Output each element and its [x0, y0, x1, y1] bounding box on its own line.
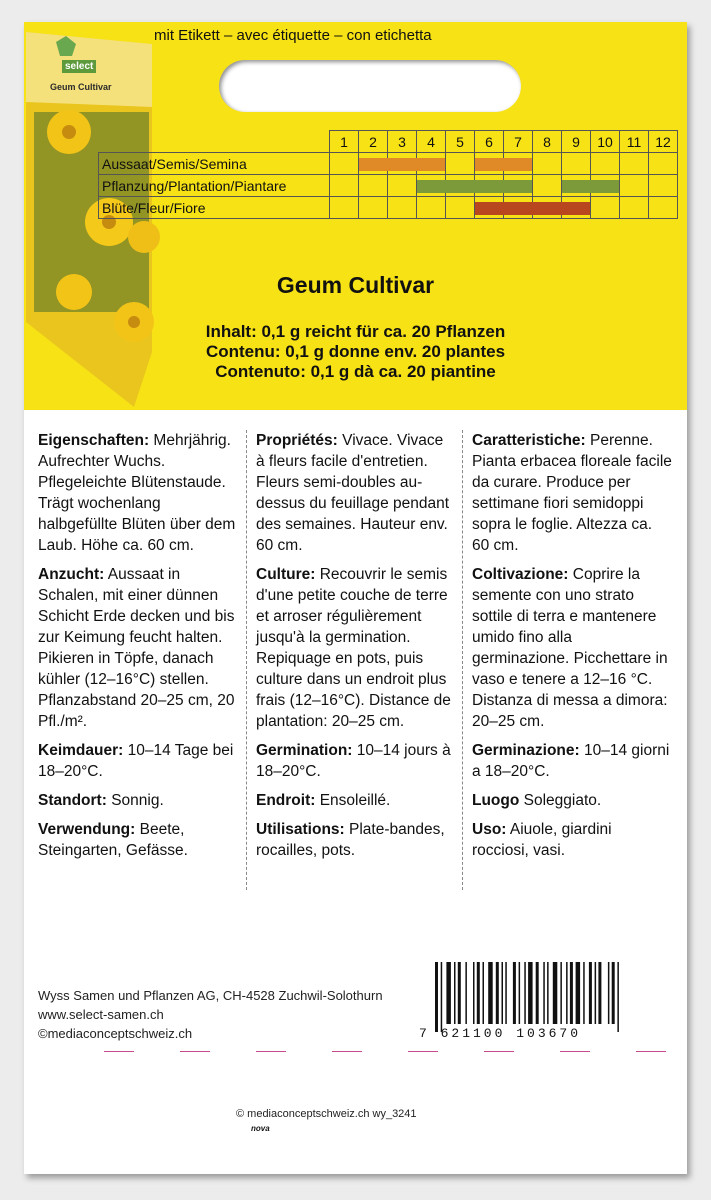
barcode-bar — [617, 962, 619, 1032]
company-address: Wyss Samen und Pflanzen AG, CH-4528 Zuchwil-Solothurn — [38, 988, 383, 1003]
month-header: 11 — [620, 131, 649, 153]
hang-hole — [219, 60, 521, 112]
calendar-cell — [330, 197, 359, 219]
design-credit: ©mediaconceptschweiz.ch — [38, 1026, 193, 1041]
barcode-bar — [612, 962, 615, 1024]
barcode-bar — [477, 962, 480, 1024]
barcode-bar — [524, 962, 526, 1024]
info-paragraph — [472, 740, 672, 782]
product-title: Geum Cultivar — [276, 272, 435, 298]
info-heading: Eigenschaften: — [38, 432, 150, 449]
barcode-bar — [458, 962, 461, 1024]
barcode-bar — [465, 962, 467, 1024]
info-heading: Germination: — [256, 742, 353, 759]
info-heading: Germinazione: — [472, 742, 580, 759]
barcode-bar — [496, 962, 499, 1024]
perforation-dash — [560, 1051, 590, 1052]
info-heading: Caratteristiche: — [472, 432, 586, 449]
month-header: 3 — [388, 131, 417, 153]
column-german — [38, 430, 238, 869]
info-text: Sonnig. — [106, 792, 164, 809]
calendar-cell — [620, 175, 649, 197]
contents-fr: Contenu: 0,1 g donne env. 20 plantes — [205, 342, 506, 361]
calendar-cell — [446, 175, 475, 197]
contents-info — [24, 322, 687, 382]
calendar-cell — [388, 197, 417, 219]
info-heading: Standort: — [38, 792, 107, 809]
seed-packet-back — [24, 22, 687, 1174]
info-paragraph — [256, 740, 456, 782]
sowing-calendar — [98, 130, 678, 219]
month-header: 5 — [446, 131, 475, 153]
info-paragraph — [38, 790, 238, 811]
barcode-bar — [536, 962, 539, 1024]
info-text: Ensoleillé. — [315, 792, 391, 809]
calendar-cell — [533, 153, 562, 175]
print-credit: © mediaconceptschweiz.ch wy_3241 — [236, 1108, 417, 1120]
column-divider — [462, 430, 463, 890]
info-paragraph — [38, 740, 238, 782]
month-header: 7 — [504, 131, 533, 153]
perforation-dash — [256, 1051, 286, 1052]
barcode-bar — [566, 962, 568, 1024]
info-text: 10–14 Tage bei 18–20°C. — [38, 742, 234, 780]
calendar-cell — [446, 153, 475, 175]
calendar-period-bar — [532, 202, 562, 215]
barcode — [431, 962, 676, 1032]
calendar-cell — [649, 197, 678, 219]
barcode-bar — [435, 962, 438, 1032]
month-header: 1 — [330, 131, 359, 153]
barcode-bar — [483, 962, 485, 1024]
perforation-dash — [104, 1051, 134, 1052]
calendar-period-bar — [475, 158, 504, 171]
calendar-period-bar — [561, 202, 590, 215]
info-text: Recouvrir le semis d'une petite couche de terre et arroser régulièrement jusqu'à la germination. Repiquage en pots, puis culture dans un endroit plus frais (12–16°C). Distance de plantation: 20–25 cm. — [256, 566, 451, 730]
perforation-dash — [484, 1051, 514, 1052]
calendar-row — [99, 153, 678, 175]
calendar-row — [99, 197, 678, 219]
info-text: Soleggiato. — [519, 792, 602, 809]
info-text: Mehrjährig. Aufrechter Wuchs. Pflegeleichte Blütenstaude. Trägt wochenlang halbgefüllte Blüten über dem Laub. Höhe ca. 60 cm. — [38, 432, 236, 554]
calendar-cell — [504, 153, 533, 175]
barcode-bar — [598, 962, 601, 1024]
calendar-period-bar — [474, 180, 504, 193]
calendar-cell — [475, 197, 504, 219]
info-heading: Culture: — [256, 566, 316, 583]
info-paragraph — [256, 790, 456, 811]
calendar-cell — [562, 153, 591, 175]
month-header: 6 — [475, 131, 504, 153]
contents-de: Inhalt: 0,1 g reicht für ca. 20 Pflanzen — [205, 322, 506, 341]
calendar-cell — [504, 175, 533, 197]
info-heading: Verwendung: — [38, 821, 136, 838]
column-divider — [246, 430, 247, 890]
barcode-bar — [454, 962, 456, 1024]
barcode-bar — [570, 962, 573, 1024]
info-paragraph — [38, 430, 238, 556]
calendar-period-bar — [445, 180, 475, 193]
calendar-cell — [475, 175, 504, 197]
calendar-cell — [359, 197, 388, 219]
info-heading: Uso: — [472, 821, 507, 838]
info-heading: Keimdauer: — [38, 742, 124, 759]
info-text: Beete, Steingarten, Gefässe. — [38, 821, 188, 859]
barcode-bar — [553, 962, 558, 1024]
calendar-cell — [475, 153, 504, 175]
barcode-digits: 7 621100 103670 — [419, 1026, 582, 1041]
info-heading: Luogo — [472, 792, 520, 809]
info-text: Perenne. Pianta erbacea floreale facile da curare. Produce per settimane fiori semidoppi sopra le foglie. Altezza ca. 60 cm. — [472, 432, 672, 554]
calendar-cell — [359, 175, 388, 197]
info-paragraph — [472, 819, 672, 861]
info-paragraph — [472, 790, 672, 811]
company-website: www.select-samen.ch — [38, 1007, 164, 1022]
calendar-cell — [388, 153, 417, 175]
calendar-cell — [330, 175, 359, 197]
month-header: 2 — [359, 131, 388, 153]
contents-it: Contenuto: 0,1 g dà ca. 20 piantine — [215, 362, 496, 381]
info-heading: Anzucht: — [38, 566, 105, 583]
company-footer — [38, 986, 383, 1043]
barcode-bar — [589, 962, 592, 1024]
calendar-period-bar — [475, 202, 504, 215]
barcode-bar — [560, 962, 562, 1024]
info-paragraph — [38, 819, 238, 861]
info-heading: Coltivazione: — [472, 566, 569, 583]
calendar-corner — [99, 131, 330, 153]
calendar-cell — [649, 175, 678, 197]
info-paragraph — [256, 430, 456, 556]
calendar-cell — [591, 175, 620, 197]
info-text: 10–14 giorni a 18–20°C. — [472, 742, 670, 780]
barcode-bar — [446, 962, 451, 1024]
barcode-bar — [608, 962, 610, 1024]
calendar-period-bar — [503, 202, 533, 215]
barcode-bar — [519, 962, 521, 1024]
info-text: Aiuole, giardini rocciosi, vasi. — [472, 821, 612, 859]
calendar-cell — [533, 197, 562, 219]
barcode-bar — [595, 962, 597, 1024]
calendar-cell — [388, 175, 417, 197]
month-header: 9 — [562, 131, 591, 153]
info-text: Coprire la semente con uno strato sottile di terra e mantenere umido fino alla germinazione. Picchettare in vaso e tenere a 12–16 °C. Distanza di messa a dimora: 20–25 cm. — [472, 566, 668, 730]
calendar-row-label: Pflanzung/Plantation/Piantare — [99, 175, 330, 197]
month-header: 4 — [417, 131, 446, 153]
column-italian — [472, 430, 672, 869]
calendar-period-bar — [416, 158, 445, 171]
tag-brand-logo: select — [62, 60, 96, 73]
column-french — [256, 430, 456, 869]
info-heading: Propriétés: — [256, 432, 338, 449]
nova-logo: nova — [251, 1124, 270, 1133]
barcode-bar — [528, 962, 533, 1024]
calendar-period-bar — [417, 180, 446, 193]
calendar-cell — [620, 197, 649, 219]
calendar-cell — [649, 153, 678, 175]
calendar-period-bar — [562, 180, 591, 193]
barcode-bar — [543, 962, 545, 1024]
info-heading: Endroit: — [256, 792, 316, 809]
month-header: 12 — [649, 131, 678, 153]
perforation-dash — [636, 1051, 666, 1052]
info-text: 10–14 jours à 18–20°C. — [256, 742, 451, 780]
perforation-dash — [332, 1051, 362, 1052]
calendar-cell — [417, 197, 446, 219]
info-paragraph — [472, 430, 672, 556]
tag-plant-name: Geum Cultivar — [50, 82, 112, 92]
calendar-cell — [620, 153, 649, 175]
barcode-bar — [441, 962, 443, 1032]
calendar-cell — [504, 197, 533, 219]
barcode-bar — [488, 962, 493, 1024]
calendar-cell — [562, 175, 591, 197]
info-paragraph — [472, 564, 672, 732]
calendar-cell — [533, 175, 562, 197]
info-text: Aussaat in Schalen, mit einer dünnen Schicht Erde decken und bis zur Keimung feucht halten. Pikieren in Töpfe, danach kühler (12–16°C) stellen. Pflanzabstand 20–25 cm, 20 Pfl./m². — [38, 566, 235, 730]
label-note: mit Etikett – avec étiquette – con etichetta — [154, 27, 432, 44]
barcode-bar — [576, 962, 581, 1024]
calendar-cell — [359, 153, 388, 175]
info-text: Plate-bandes, rocailles, pots. — [256, 821, 445, 859]
info-paragraph — [256, 564, 456, 732]
calendar-row-label: Aussaat/Semis/Semina — [99, 153, 330, 175]
info-heading: Utilisations: — [256, 821, 345, 838]
calendar-cell — [591, 197, 620, 219]
barcode-bar — [547, 962, 549, 1024]
info-text: Vivace. Vivace à fleurs facile d'entretien. Fleurs semi-doubles au-dessus du feuillage pendant des semaines. Hauteur env. 60 cm. — [256, 432, 450, 554]
calendar-period-bar — [590, 180, 619, 193]
barcode-bar — [583, 962, 585, 1024]
perforation-dash — [180, 1051, 210, 1052]
calendar-period-bar — [503, 158, 532, 171]
calendar-cell — [446, 197, 475, 219]
calendar-row — [99, 175, 678, 197]
calendar-period-bar — [387, 158, 417, 171]
barcode-bar — [513, 962, 516, 1024]
calendar-period-bar — [359, 158, 388, 171]
calendar-cell — [417, 175, 446, 197]
info-paragraph — [256, 819, 456, 861]
calendar-cell — [417, 153, 446, 175]
calendar-row-label: Blüte/Fleur/Fiore — [99, 197, 330, 219]
calendar-cell — [562, 197, 591, 219]
info-paragraph — [38, 564, 238, 732]
month-header: 10 — [591, 131, 620, 153]
calendar-cell — [330, 153, 359, 175]
barcode-bar — [473, 962, 475, 1024]
perforation-dash — [408, 1051, 438, 1052]
month-header: 8 — [533, 131, 562, 153]
barcode-bar — [502, 962, 504, 1024]
barcode-bar — [505, 962, 507, 1024]
calendar-cell — [591, 153, 620, 175]
calendar-period-bar — [503, 180, 532, 193]
